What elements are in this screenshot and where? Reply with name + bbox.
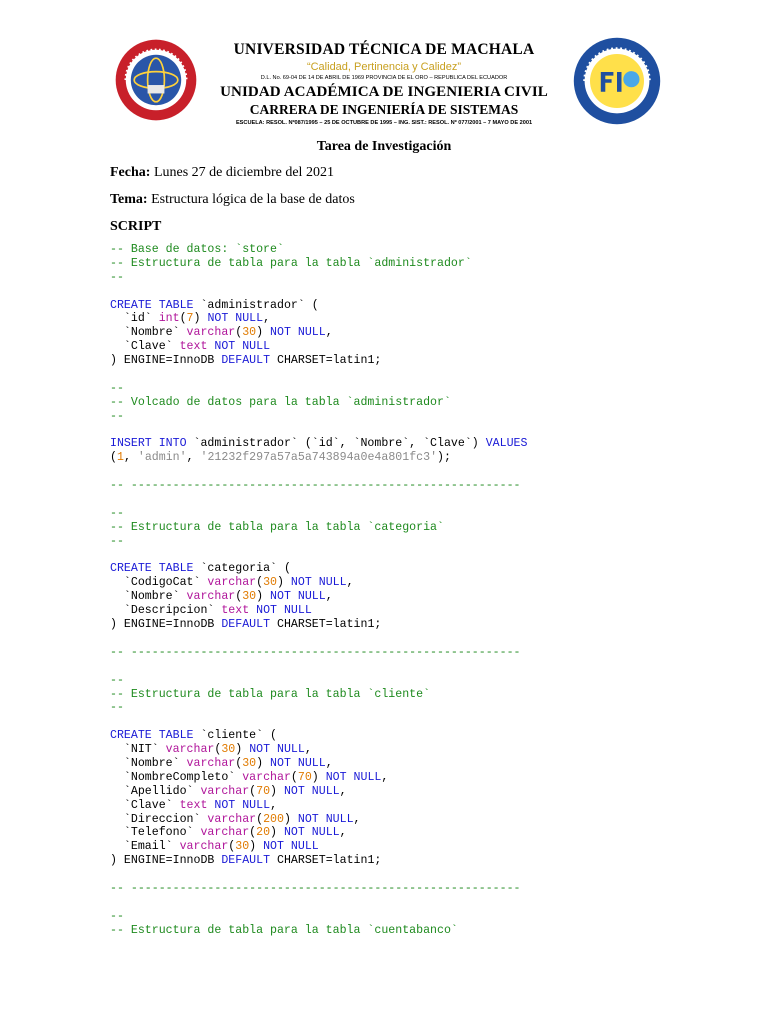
code-token: varchar xyxy=(186,756,236,770)
code-token: `NombreCompleto` xyxy=(110,770,243,784)
career-name: CARRERA DE INGENIERÍA DE SISTEMAS xyxy=(249,102,519,117)
code-token: varchar xyxy=(200,784,250,798)
code-token: text xyxy=(221,604,250,618)
faculty-seal-logo xyxy=(572,36,662,126)
code-line xyxy=(110,535,670,549)
code-line xyxy=(110,257,670,271)
code-token: ( xyxy=(256,576,264,590)
code-token: ) ENGINE= xyxy=(110,354,173,368)
code-token: ) xyxy=(277,576,291,590)
code-token: , xyxy=(304,743,312,757)
code-line xyxy=(110,868,670,882)
code-token: NOT NULL xyxy=(207,312,264,326)
code-token: varchar xyxy=(186,326,236,340)
code-token: -- xyxy=(110,381,124,395)
code-line xyxy=(110,549,670,563)
code-line xyxy=(110,424,670,438)
code-token: , xyxy=(325,756,333,770)
code-token: `Descripcion` xyxy=(110,604,222,618)
tema-label: Tema: xyxy=(110,192,148,207)
code-token: InnoDB xyxy=(172,618,222,632)
code-line xyxy=(110,604,670,618)
code-line xyxy=(110,576,670,590)
code-token: `administrador` (`id`, `Nombre`, `Clave`) xyxy=(193,437,486,451)
code-line xyxy=(110,660,670,674)
code-line xyxy=(110,910,670,924)
academic-unit: UNIDAD ACADÉMICA DE INGENIERIA CIVIL xyxy=(220,84,548,100)
code-token: `Telefono` xyxy=(110,826,201,840)
code-line xyxy=(110,632,670,646)
code-line xyxy=(110,521,670,535)
code-token: CREATE TABLE xyxy=(110,729,201,743)
code-token: NOT NULL xyxy=(270,756,326,770)
code-line xyxy=(110,729,670,743)
code-token: NOT NULL xyxy=(214,340,271,354)
code-token: -- Estructura de tabla para la tabla `administrador` xyxy=(110,256,472,270)
code-token: `Nombre` xyxy=(110,756,187,770)
code-token: ) xyxy=(235,743,250,757)
code-token: -- xyxy=(110,409,124,423)
code-line xyxy=(110,562,670,576)
code-line xyxy=(110,618,670,632)
code-token: NOT NULL xyxy=(283,826,340,840)
code-token: ( xyxy=(249,784,257,798)
code-token: ) xyxy=(249,840,264,854)
tema-value: Estructura lógica de la base de datos xyxy=(147,192,355,207)
code-token: , xyxy=(186,451,201,465)
code-token: '21232f297a57a5a743894a0e4a801fc3' xyxy=(200,451,438,465)
code-token: ) xyxy=(193,312,208,326)
code-token: 30 xyxy=(263,576,277,590)
university-motto: “Calidad, Pertinencia y Calidez” xyxy=(306,61,462,73)
code-token: text xyxy=(179,798,208,812)
code-token: 'admin' xyxy=(137,451,187,465)
code-line xyxy=(110,326,670,340)
code-token: 7 xyxy=(186,312,194,326)
code-token: `Apellido` xyxy=(110,784,201,798)
code-token: varchar xyxy=(200,826,250,840)
code-token: `cliente` ( xyxy=(200,729,277,743)
code-token: DEFAULT xyxy=(221,618,277,632)
code-token: , xyxy=(339,826,347,840)
code-token: varchar xyxy=(207,812,257,826)
code-token: `id` xyxy=(110,312,159,326)
code-token: `categoria` ( xyxy=(200,562,291,576)
university-seal-logo xyxy=(114,38,198,122)
code-line xyxy=(110,646,670,660)
code-line xyxy=(110,813,670,827)
code-token: ( xyxy=(214,743,222,757)
code-line xyxy=(110,799,670,813)
code-line xyxy=(110,771,670,785)
code-token: `Clave` xyxy=(110,340,180,354)
code-token: -- xyxy=(110,673,124,687)
code-token: ( xyxy=(179,312,187,326)
code-token: 70 xyxy=(297,770,312,784)
code-line xyxy=(110,507,670,521)
code-token: 200 xyxy=(263,812,284,826)
code-token: ( xyxy=(256,812,264,826)
code-token: varchar xyxy=(186,590,236,604)
code-token: ) xyxy=(270,784,284,798)
code-token: -- -------------------------------------------------------- xyxy=(110,881,521,895)
code-token: NOT NULL xyxy=(325,770,382,784)
code-line xyxy=(110,840,670,854)
letterhead xyxy=(196,40,572,128)
code-token: ) xyxy=(270,826,284,840)
code-token: NOT NULL xyxy=(283,784,340,798)
code-token: 20 xyxy=(256,826,271,840)
code-line xyxy=(110,396,670,410)
code-token: `Direccion` xyxy=(110,812,208,826)
code-token: 30 xyxy=(221,743,236,757)
code-line xyxy=(110,896,670,910)
fecha-value: Lunes 27 de diciembre del 2021 xyxy=(150,165,334,180)
code-line xyxy=(110,924,670,938)
code-token: `CodigoCat` xyxy=(110,576,208,590)
code-token: ); xyxy=(437,451,451,465)
code-token: varchar xyxy=(179,840,229,854)
code-line xyxy=(110,743,670,757)
code-token: -- xyxy=(110,701,124,715)
code-token: `Email` xyxy=(110,840,180,854)
code-token: ( xyxy=(235,590,243,604)
script-heading: SCRIPT xyxy=(110,219,162,234)
code-token: -- xyxy=(110,534,124,548)
code-token: -- Estructura de tabla para la tabla `cuentabanco` xyxy=(110,923,458,937)
code-line xyxy=(110,354,670,368)
code-line xyxy=(110,368,670,382)
code-line xyxy=(110,299,670,313)
sql-code-block xyxy=(110,243,670,938)
code-token: `Nombre` xyxy=(110,590,187,604)
code-token: INSERT INTO xyxy=(110,437,194,451)
code-token: ) xyxy=(256,756,271,770)
code-line xyxy=(110,271,670,285)
code-token: , xyxy=(325,326,333,340)
code-token: ) xyxy=(256,590,271,604)
code-token: CHARSET=latin1; xyxy=(277,618,382,632)
code-token: DEFAULT xyxy=(221,854,277,868)
code-token: text xyxy=(179,340,208,354)
document-title: Tarea de Investigación xyxy=(316,139,452,154)
code-line xyxy=(110,674,670,688)
code-token: , xyxy=(123,451,138,465)
code-token: NOT NULL xyxy=(270,326,326,340)
code-token: InnoDB xyxy=(172,354,222,368)
code-line xyxy=(110,312,670,326)
code-token: DEFAULT xyxy=(221,354,277,368)
code-line xyxy=(110,465,670,479)
code-token: , xyxy=(381,770,389,784)
code-line xyxy=(110,243,670,257)
code-token: ) xyxy=(283,812,298,826)
code-line xyxy=(110,785,670,799)
code-token: , xyxy=(270,798,278,812)
code-token: InnoDB xyxy=(172,854,222,868)
tema-line xyxy=(110,192,355,208)
code-token: 1 xyxy=(116,451,124,465)
code-line xyxy=(110,715,670,729)
code-token: , xyxy=(346,576,354,590)
code-token: 30 xyxy=(242,590,257,604)
code-token: `administrador` ( xyxy=(200,298,319,312)
code-token: `Clave` xyxy=(110,798,180,812)
code-line xyxy=(110,479,670,493)
code-line xyxy=(110,437,670,451)
code-line xyxy=(110,410,670,424)
code-token: , xyxy=(325,590,333,604)
code-token: CHARSET=latin1; xyxy=(277,854,382,868)
code-token: NOT NULL xyxy=(270,590,326,604)
code-line xyxy=(110,493,670,507)
code-line xyxy=(110,826,670,840)
code-token: ) xyxy=(311,770,326,784)
code-token: -- xyxy=(110,909,124,923)
code-token: CREATE TABLE xyxy=(110,298,201,312)
code-token: varchar xyxy=(242,770,291,784)
code-token: NOT NULL xyxy=(256,604,312,618)
school-resolution: ESCUELA: RESOL. Nº087/1995 – 25 DE OCTUBRE DE 1995 – ING. SIST.: RESOL. Nº 077/2001 – 7 MAYO DE 2001 xyxy=(235,120,533,126)
code-token: ) ENGINE= xyxy=(110,854,173,868)
code-token: 30 xyxy=(242,326,257,340)
code-token: ( xyxy=(249,826,257,840)
code-token: CHARSET=latin1; xyxy=(277,354,382,368)
code-token: ( xyxy=(235,756,243,770)
code-token: NOT NULL xyxy=(214,798,271,812)
code-token: 30 xyxy=(242,756,257,770)
code-token: , xyxy=(339,784,347,798)
fecha-line xyxy=(110,165,334,181)
code-token: VALUES xyxy=(485,437,528,451)
code-token: NOT NULL xyxy=(263,840,319,854)
code-token: -- xyxy=(110,270,124,284)
code-line xyxy=(110,382,670,396)
code-token: ) ENGINE= xyxy=(110,618,173,632)
code-token: ( xyxy=(290,770,298,784)
code-token: varchar xyxy=(165,743,215,757)
code-token: NOT NULL xyxy=(249,743,305,757)
code-token: varchar xyxy=(207,576,257,590)
code-line xyxy=(110,854,670,868)
code-line xyxy=(110,340,670,354)
code-token: ( xyxy=(228,840,236,854)
code-token: -- -------------------------------------------------------- xyxy=(110,479,521,493)
code-line xyxy=(110,882,670,896)
code-token: int xyxy=(158,312,180,326)
code-line xyxy=(110,757,670,771)
code-token: -- Volcado de datos para la tabla `administrador` xyxy=(110,395,451,409)
code-line xyxy=(110,590,670,604)
code-token: `NIT` xyxy=(110,743,166,757)
code-token: -- Estructura de tabla para la tabla `cliente` xyxy=(110,687,431,701)
code-token: CREATE TABLE xyxy=(110,562,201,576)
code-token: 30 xyxy=(235,840,250,854)
code-line xyxy=(110,688,670,702)
code-token: -- Estructura de tabla para la tabla `categoria` xyxy=(110,520,444,534)
code-token: ( xyxy=(110,451,117,465)
fecha-label: Fecha: xyxy=(110,165,151,180)
code-token: ( xyxy=(235,326,243,340)
code-line xyxy=(110,451,670,465)
decree-line: D.L. No. 69-04 DE 14 DE ABRIL DE 1969 PROVINCIA DE EL ORO – REPUBLICA DEL ECUADOR xyxy=(260,75,508,81)
code-token: -- -------------------------------------------------------- xyxy=(110,645,521,659)
code-line xyxy=(110,701,670,715)
university-name: UNIVERSIDAD TÉCNICA DE MACHALA xyxy=(233,41,535,58)
code-token: ) xyxy=(256,326,271,340)
code-token: NOT NULL xyxy=(290,576,347,590)
code-token: -- Base de datos: `store` xyxy=(110,243,284,256)
code-token: , xyxy=(263,312,271,326)
code-token: `Nombre` xyxy=(110,326,187,340)
code-line xyxy=(110,285,670,299)
code-token: -- xyxy=(110,506,124,520)
code-token: NOT NULL xyxy=(297,812,354,826)
code-token: , xyxy=(353,812,361,826)
code-token: 70 xyxy=(256,784,271,798)
